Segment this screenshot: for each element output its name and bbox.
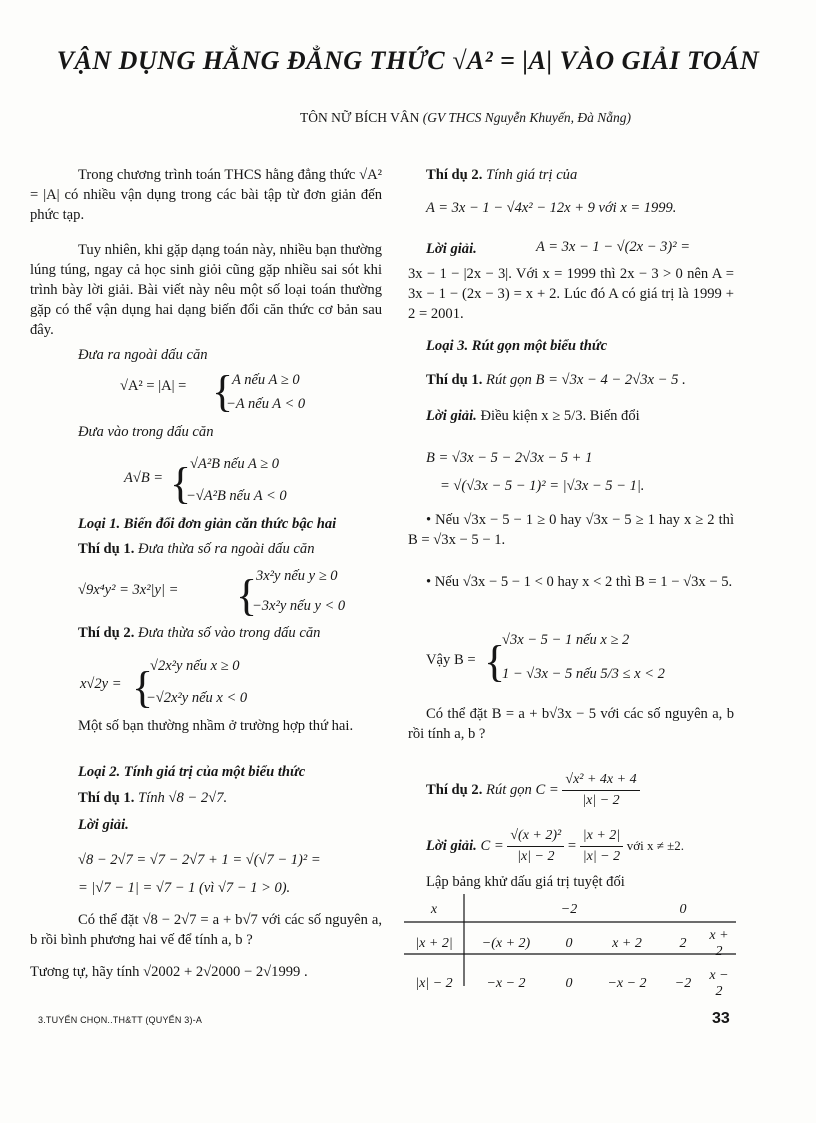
table-cell [590, 896, 664, 924]
note-paragraph: Một số bạn thường nhầm ở trường hợp thứ hai. [78, 718, 354, 734]
author-name: TÔN NỮ BÍCH VÂN [300, 110, 420, 125]
intro-paragraph-2: Tuy nhiên, khi gặp dạng toán này, nhiều bạn thường lúng túng, ngay cả học sinh giỏi cũng gặp nhiều sai sót khi trình bày lời giải. Bài viết này nêu một số loại toán thường gặp có thể vận dụng hai dạng biến đổi căn thức cơ bản sau đây. [30, 242, 382, 338]
example-text: Tính √8 − 2√7. [138, 790, 228, 806]
table-cell: 0 [565, 936, 573, 951]
brace: { [484, 637, 506, 686]
table-cell: x − 2 [709, 968, 729, 999]
section-type-1: Loại 1. Biến đổi đơn giản căn thức bậc hai [78, 516, 337, 532]
table-cell: −x − 2 [607, 976, 647, 991]
example-label: Thí dụ 2. [426, 781, 483, 798]
type3-example-1-heading [426, 370, 686, 390]
solution-label: Lời giải. [426, 241, 477, 257]
solution-line-2: = |√7 − 1| = √7 − 1 (vì √7 − 1 > 0). [78, 880, 291, 896]
formula-take-out-case2: −A nếu A < 0 [226, 396, 306, 412]
example-1-case2: −3x²y nếu y < 0 [252, 598, 346, 614]
example-label: Thí dụ 2. [78, 625, 135, 641]
formula-take-out-lhs: √A² = |A| = [120, 378, 187, 394]
section-type-2: Loại 2. Tính giá trị của một biểu thức [78, 764, 306, 780]
example-text: Đưa thừa số vào trong dấu căn [138, 625, 321, 641]
fraction-denominator: |x| − 2 [582, 849, 621, 864]
example-label: Thí dụ 1. [78, 541, 135, 557]
page-footer: 3.TUYỂN CHỌN..TH&TT (QUYỂN 3)-A [38, 1015, 203, 1025]
conclusion-lhs: Vậy B = [426, 652, 476, 668]
transform-line-1: B = √3x − 5 − 2√3x − 5 + 1 [426, 450, 593, 466]
example-text: Đưa thừa số ra ngoài dấu căn [138, 541, 315, 557]
table-header-row [404, 896, 736, 924]
table-cell: −2 [560, 902, 578, 917]
condition-text: với x ≠ ±2. [626, 837, 685, 853]
solution-label: Lời giải. [426, 408, 477, 424]
r-example-2-heading [426, 165, 577, 185]
fraction-c2 [507, 826, 564, 867]
fraction-c [562, 770, 639, 811]
setup-paragraph-right: Có thể đặt B = a + b√3x − 5 với các số nguyên a, b rồi tính a, b ? [408, 706, 734, 742]
conclusion-case2: 1 − √3x − 5 nếu 5/3 ≤ x < 2 [502, 666, 665, 682]
example-2-lhs: x√2y = [80, 676, 122, 692]
conclusion-case1: √3x − 5 − 1 nếu x ≥ 2 [502, 632, 630, 648]
table-cell: −(x + 2) [481, 936, 531, 951]
solution-label: Lời giải. [78, 817, 129, 833]
author-affiliation: (GV THCS Nguyễn Khuyến, Đà Nẵng) [422, 110, 631, 125]
table-cell: x + 2 [709, 928, 729, 959]
formula-bring-in-case2: −√A²B nếu A < 0 [186, 488, 287, 504]
table-cell [702, 896, 736, 924]
formula-take-out-case1: A nếu A ≥ 0 [232, 372, 300, 388]
fraction-denominator: |x| − 2 [517, 849, 555, 864]
fraction-c3 [580, 826, 623, 867]
example-text: Tính giá trị của [486, 167, 578, 183]
sign-table-body [404, 896, 736, 1004]
example-text: Rút gọn B = √3x − 4 − 2√3x − 5 . [486, 372, 686, 388]
type2-example-1-heading [78, 788, 227, 808]
brace: { [132, 663, 154, 712]
heading-take-out: Đưa ra ngoài dấu căn [78, 347, 208, 363]
type3-example-2-heading [426, 770, 640, 811]
fraction-numerator: √(x + 2)² [507, 826, 564, 847]
table-cell: −x − 2 [486, 976, 526, 991]
author-line [300, 110, 631, 126]
table-cell: x [430, 902, 438, 917]
example-label: Thí dụ 1. [78, 790, 135, 806]
table-row [404, 924, 736, 964]
example-2-heading [78, 623, 320, 643]
table-cell [464, 896, 548, 924]
solution-line-1: A = 3x − 1 − √(2x − 3)² = [536, 239, 690, 255]
table-row [404, 964, 736, 1004]
table-cell: 0 [679, 902, 687, 917]
solution-body: 3x − 1 − |2x − 3|. Với x = 1999 thì 2x − 3 > 0 nên A = 3x − 1 − (2x − 3) = x + 2. Lúc đó A có giá trị là 1999 + 2 = 2001. [408, 266, 734, 322]
transform-line-2: = √(√3x − 5 − 1)² = |√3x − 5 − 1|. [440, 478, 645, 494]
example-2-case1: √2x²y nếu x ≥ 0 [150, 658, 240, 674]
table-cell: −2 [674, 976, 692, 991]
c-equals: C = [480, 837, 504, 854]
fraction-numerator: |x + 2| [580, 826, 623, 847]
solution-line-1: √8 − 2√7 = √7 − 2√7 + 1 = √(√7 − 1)² = [78, 852, 321, 868]
example-2-case2: −√2x²y nếu x < 0 [146, 690, 248, 706]
article-title: VẬN DỤNG HẰNG ĐẲNG THỨC √A² = |A| VÀO GIẢI TOÁN [56, 46, 760, 75]
solution-label: Lời giải. [426, 837, 477, 854]
brace: { [170, 459, 192, 508]
fraction-numerator: √x² + 4x + 4 [562, 770, 639, 791]
table-cell: |x + 2| [415, 936, 453, 951]
setup-paragraph: Có thể đặt √8 − 2√7 = a + b√7 với các số nguyên a, b rồi bình phương hai vế để tính a, b ? [30, 912, 382, 948]
brace: { [212, 367, 234, 416]
table-cell: 0 [565, 976, 573, 991]
table-cell: 2 [679, 936, 687, 951]
page-number: 33 [712, 1010, 730, 1027]
example-1-heading [78, 539, 315, 559]
fraction-denominator: |x| − 2 [582, 793, 620, 808]
brace: { [236, 571, 258, 620]
section-type-3: Loại 3. Rút gọn một biểu thức [426, 338, 608, 354]
heading-bring-in: Đưa vào trong dấu căn [78, 424, 214, 440]
r-example-2-expression: A = 3x − 1 − √4x² − 12x + 9 với x = 1999. [426, 200, 677, 216]
exercise-line: Tương tự, hãy tính √2002 + 2√2000 − 2√1999 . [30, 964, 308, 980]
table-cell: x + 2 [612, 936, 642, 951]
example-label: Thí dụ 1. [426, 372, 483, 388]
table-intro: Lập bảng khử dấu giá trị tuyệt đối [426, 874, 625, 890]
type3-solution [426, 406, 640, 426]
example-1-case1: 3x²y nếu y ≥ 0 [256, 568, 338, 584]
case-2: • Nếu √3x − 5 − 1 < 0 hay x < 2 thì B = 1 − √3x − 5. [426, 574, 733, 590]
solution-condition: Điều kiện x ≥ 5/3. Biến đổi [480, 408, 640, 424]
case-1: • Nếu √3x − 5 − 1 ≥ 0 hay √3x − 5 ≥ 1 hay x ≥ 2 thì B = √3x − 5 − 1. [408, 512, 734, 548]
type3-example-2-solution: Lời giải. C = $\frac{\text{√(x + 2)²}}{|x| - 2}$ = $\frac{|x + 2|}{|x| - 2}$ với x ≠ ±2. [426, 826, 684, 867]
formula-bring-in-lhs: A√B = [124, 470, 164, 486]
table-cell: |x| − 2 [415, 976, 453, 991]
intro-paragraph: Trong chương trình toán THCS hằng đẳng thức √A² = |A| có nhiều vận dụng trong các bài tập từ đơn giản đến phức tạp. [30, 167, 382, 223]
example-text: Rút gọn C = [486, 781, 559, 798]
example-1-lhs: √9x⁴y² = 3x²|y| = [78, 582, 179, 598]
example-label: Thí dụ 2. [426, 167, 483, 183]
formula-bring-in-case1: √A²B nếu A ≥ 0 [190, 456, 279, 472]
